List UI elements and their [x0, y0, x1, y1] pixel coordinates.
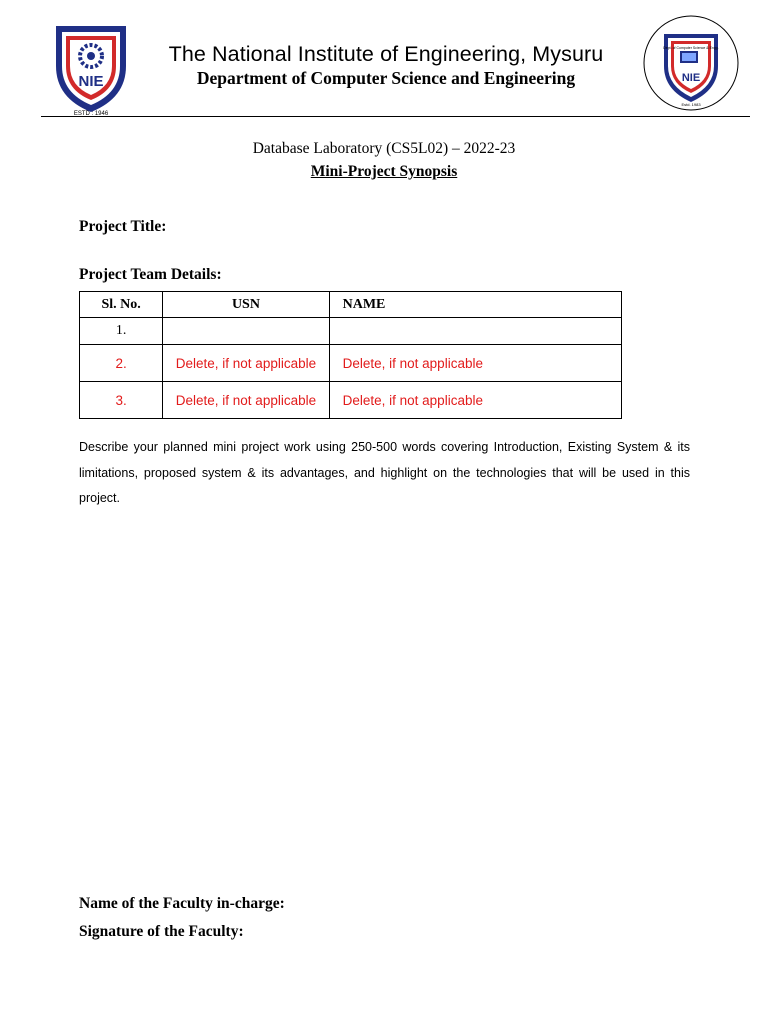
team-table — [79, 291, 622, 419]
cell-name[interactable] — [329, 318, 621, 345]
table-row — [80, 345, 622, 382]
document-subtitle: Mini-Project Synopsis — [310, 163, 458, 180]
project-title-label: Project Title: — [79, 218, 167, 235]
table-row — [80, 318, 622, 345]
cell-name[interactable]: Delete, if not applicable — [329, 382, 621, 419]
nie-monogram — [78, 73, 103, 90]
institute-name: The National Institute of Engineering, Mysuru — [168, 42, 604, 66]
column-header-sl: Sl. No. — [80, 292, 163, 318]
description-paragraph: Describe your planned mini project work using 250-500 words covering Introduction, Existing System & its limitations, proposed system & its advantages, and highlight on the technologies that will be used in this project. — [79, 440, 690, 505]
team-details-label: Project Team Details: — [79, 266, 222, 283]
department-name: Department of Computer Science and Engineering — [196, 68, 576, 88]
cell-sl: 2. — [80, 345, 163, 382]
cell-usn[interactable]: Delete, if not applicable — [163, 382, 329, 419]
cell-usn[interactable]: Delete, if not applicable — [163, 345, 329, 382]
cell-usn[interactable] — [163, 318, 329, 345]
table-header-row — [80, 292, 622, 318]
column-header-usn: USN — [163, 292, 329, 318]
svg-text:Estd. 1983: Estd. 1983 — [681, 102, 701, 107]
nie-shield-logo — [50, 20, 132, 116]
table-row — [80, 382, 622, 419]
cell-sl: 1. — [80, 318, 163, 345]
department-logo — [642, 14, 740, 112]
faculty-signature-label: Signature of the Faculty: — [79, 923, 244, 940]
header-divider — [41, 116, 750, 117]
cell-name[interactable]: Delete, if not applicable — [329, 345, 621, 382]
svg-text:NIE: NIE — [78, 73, 104, 90]
svg-text:ESTD : 1946: ESTD : 1946 — [73, 111, 109, 116]
course-line: Database Laboratory (CS5L02) – 2022-23 — [252, 140, 516, 157]
svg-text:NIE: NIE — [681, 72, 701, 84]
faculty-name-label: Name of the Faculty in-charge: — [79, 895, 285, 912]
cell-sl: 3. — [80, 382, 163, 419]
column-header-name: NAME — [329, 292, 621, 318]
svg-text:Dept. of Computer Science & En: Dept. of Computer Science & Engg. — [663, 46, 719, 50]
